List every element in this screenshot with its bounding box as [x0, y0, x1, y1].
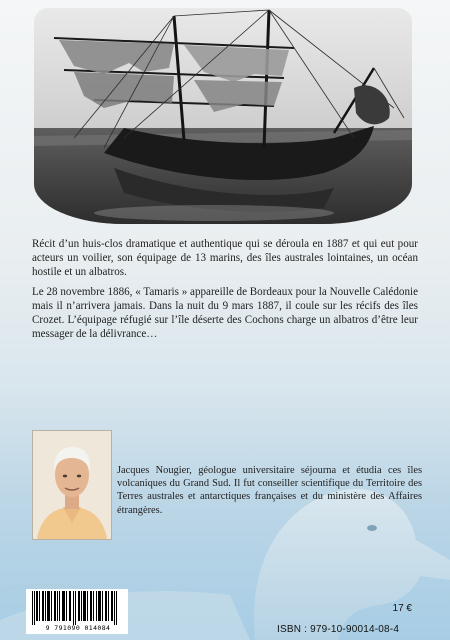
- price-label: 17 €: [392, 603, 412, 614]
- barcode-digits: 9 791090 014084: [45, 624, 111, 632]
- author-bio: Jacques Nougier, géologue universitaire séjourna et étudia ces îles volcaniques du Grand Sud. Il fut conseiller scientifique du Territoire des Terres australes et antarctiques françaises et du ministère des Affaires étrangères.: [117, 465, 422, 516]
- blurb-paragraph-2: Le 28 novembre 1886, « Tamaris » appareille de Bordeaux pour la Nouvelle Calédonie mais il n’arrivera jamais. Dans la nuit du 9 mars 1887, il coule sur les récifs des îles Crozet. L’équipage réfugié sur l’île déserte des Cochons charge un albatros d’être leur messager de la délivrance…: [32, 285, 418, 341]
- blurb-paragraph-1: Récit d’un huis-clos dramatique et authentique qui se déroula en 1887 et qui eut pour acteurs un voilier, son équipage de 13 marins, des îles australes lointaines, un océan hostile et un albatros.: [32, 238, 418, 279]
- isbn-label: ISBN : 979-10-90014-08-4: [277, 624, 400, 635]
- back-cover-blurb: [32, 237, 418, 346]
- shipwreck-photo: [34, 8, 412, 224]
- author-portrait: [32, 430, 112, 540]
